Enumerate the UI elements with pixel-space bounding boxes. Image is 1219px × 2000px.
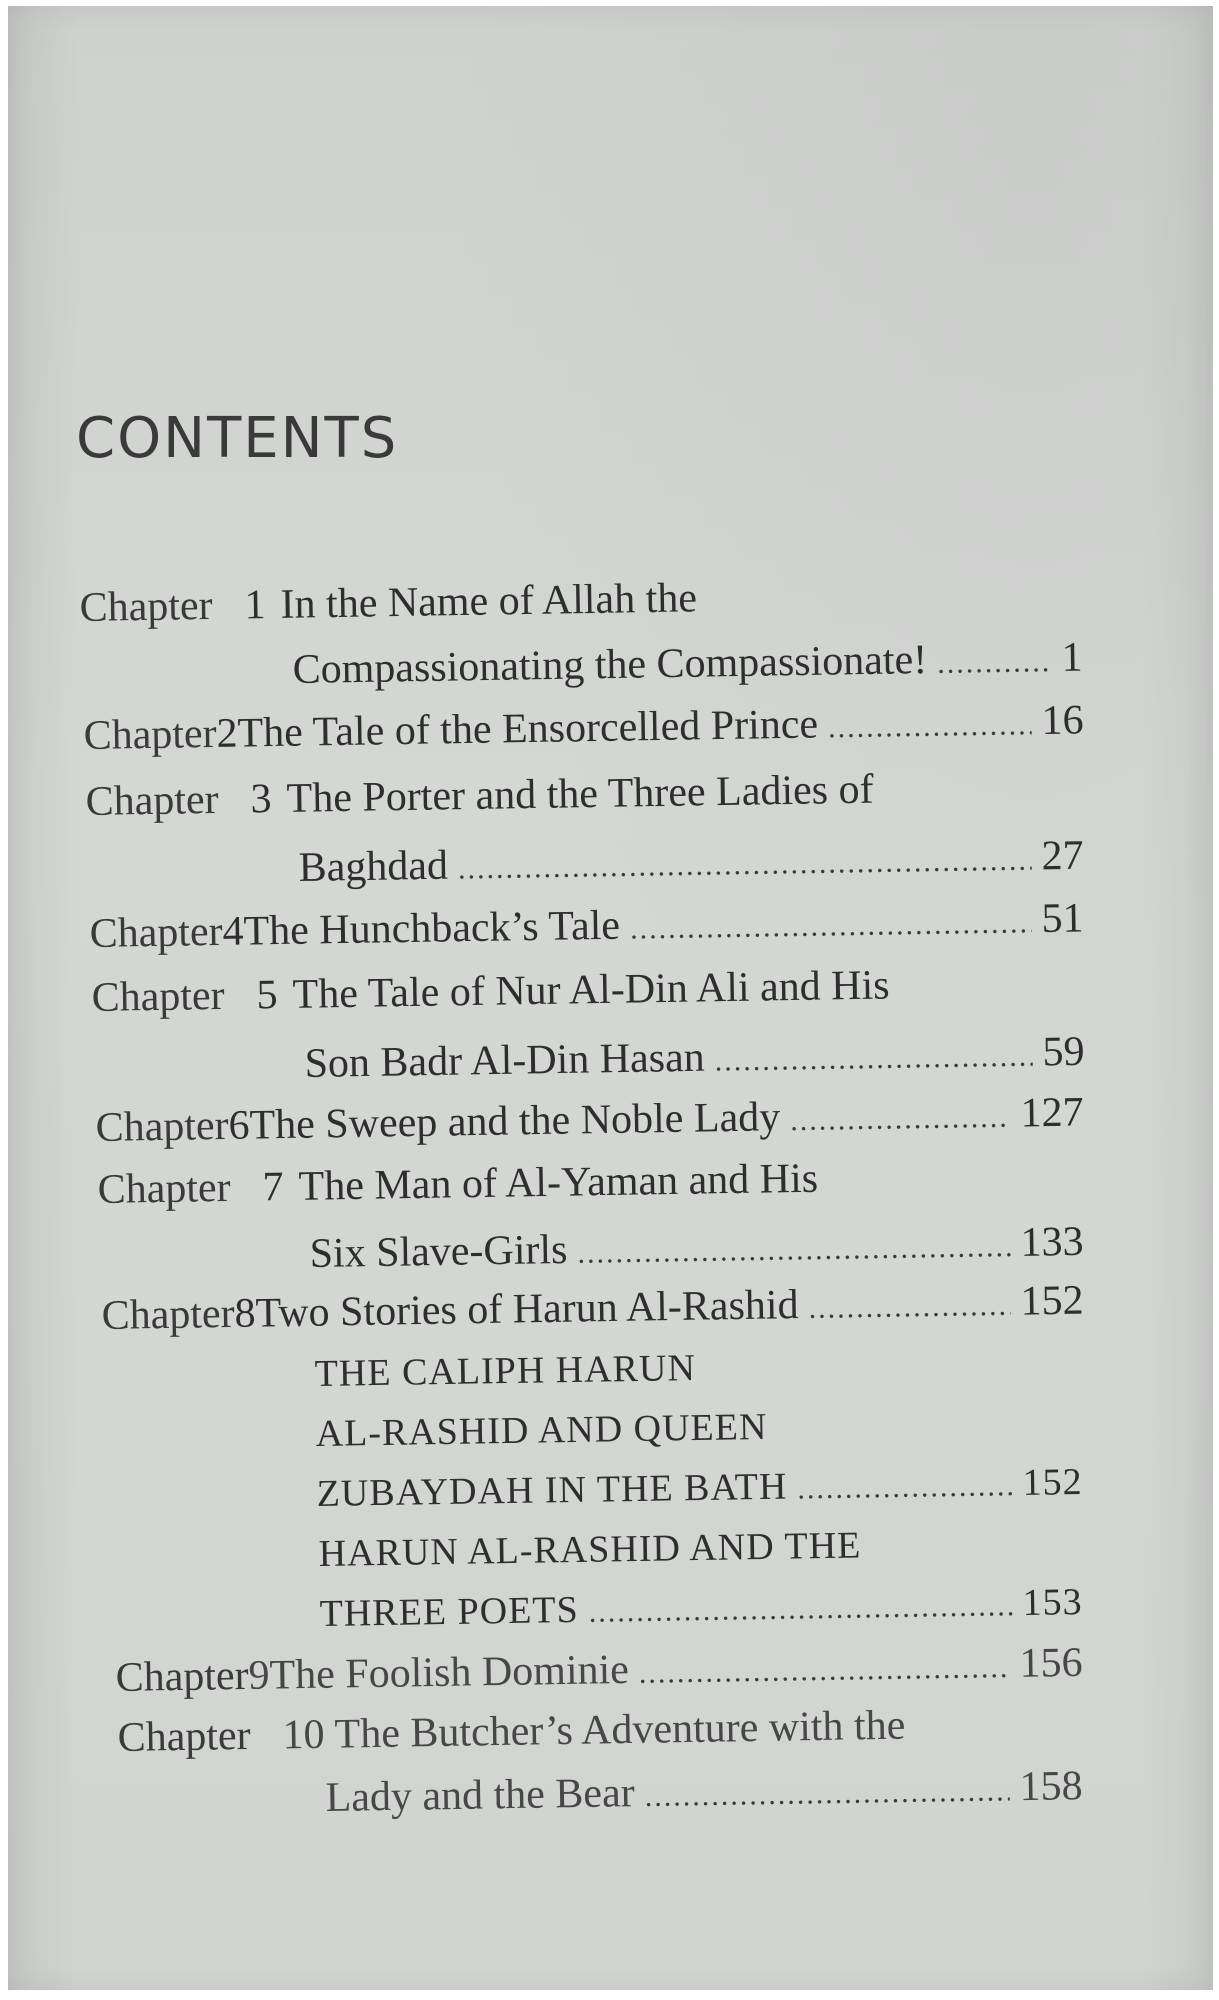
dot-leader [630, 906, 1032, 946]
toc-entry-4 [89, 894, 1084, 958]
chapter-label: Chapter [89, 908, 223, 958]
chapter-label: Chapter [115, 1652, 249, 1702]
toc-entry-10-line-1 [117, 1702, 905, 1762]
dot-leader [588, 1589, 1012, 1630]
dot-leader [797, 1469, 1013, 1506]
toc-entry-7-line-1 [97, 1155, 818, 1214]
chapter-number: 7 [262, 1164, 284, 1211]
page-number: 16 [1041, 697, 1084, 744]
chapter-number: 10 [282, 1711, 325, 1759]
chapter-title-continued: Six Slave-Girls [309, 1226, 568, 1278]
substory-title-continued: THREE POETS [319, 1588, 580, 1636]
page-number: 152 [1020, 1277, 1084, 1325]
chapter-title: The Porter and the Three Ladies of [286, 766, 874, 822]
substory-2-line-1 [318, 1523, 861, 1576]
chapter-title: The Man of Al-Yaman and His [298, 1155, 819, 1210]
toc-entry-1-line-1 [79, 574, 697, 632]
chapter-label: Chapter [101, 1290, 235, 1340]
dot-leader [937, 645, 1052, 681]
chapter-title-continued: Baghdad [298, 842, 449, 892]
table-of-contents [8, 6, 1213, 1990]
chapter-label: Chapter [79, 582, 213, 632]
chapter-label: Chapter [85, 776, 219, 826]
substory-1-line-1 [314, 1346, 696, 1396]
chapter-title: The Hunchback’s Tale [243, 902, 621, 955]
chapter-title: The Tale of the Ensorcelled Prince [237, 701, 819, 757]
toc-entry-2 [83, 696, 1084, 760]
toc-entry-10-line-2 [325, 1762, 1083, 1822]
page-number: 59 [1042, 1028, 1085, 1076]
page-number: 152 [1022, 1460, 1083, 1504]
chapter-label: Chapter [117, 1712, 251, 1762]
substory-1-line-2 [315, 1405, 767, 1456]
chapter-title-continued: Lady and the Bear [325, 1770, 635, 1822]
show-through-text: ​ [707, 76, 709, 122]
chapter-label: Chapter [97, 1164, 231, 1214]
toc-entry-5-line-1 [91, 961, 890, 1022]
chapter-title: The Tale of Nur Al-Din Ali and His [292, 962, 890, 1018]
page-number: 1 [1061, 634, 1083, 681]
dot-leader [808, 1289, 1011, 1326]
chapter-title: Two Stories of Harun Al-Rashid [255, 1282, 799, 1337]
chapter-label: Chapter [91, 972, 225, 1022]
page-number: 51 [1041, 895, 1084, 943]
page-number: 156 [1019, 1639, 1083, 1687]
chapter-label: Chapter [83, 710, 217, 760]
dot-leader [715, 1040, 1033, 1079]
chapter-title: In the Name of Allah the [280, 575, 698, 628]
toc-entry-5-line-2 [304, 1028, 1085, 1088]
page-number: 133 [1020, 1218, 1084, 1266]
toc-entry-1-line-2 [292, 634, 1083, 694]
page-number: 153 [1022, 1581, 1083, 1624]
chapter-number: 4 [222, 908, 244, 955]
page-number: 127 [1020, 1089, 1084, 1137]
toc-entry-8 [101, 1277, 1084, 1340]
chapter-number: 6 [228, 1102, 250, 1149]
dot-leader [458, 843, 1032, 886]
chapter-title: The Butcher’s Adventure with the [334, 1702, 906, 1758]
dot-leader [577, 1230, 1011, 1271]
substory-title-continued: ZUBAYDAH IN THE BATH [316, 1465, 788, 1516]
page-number: 27 [1041, 832, 1084, 880]
chapter-number: 8 [234, 1290, 256, 1337]
chapter-number: 2 [216, 710, 238, 757]
chapter-title-continued: Son Badr Al-Din Hasan [304, 1034, 706, 1088]
toc-entry-6 [95, 1088, 1084, 1152]
chapter-title: The Sweep and the Noble Lady [249, 1094, 781, 1149]
toc-entry-7-line-2 [309, 1218, 1084, 1278]
chapter-number: 3 [250, 776, 272, 823]
page-number: 158 [1019, 1763, 1083, 1811]
substory-1-line-3 [316, 1460, 1083, 1516]
chapter-number: 5 [256, 972, 278, 1019]
chapter-number: 1 [244, 582, 266, 629]
substory-2-line-2 [319, 1580, 1083, 1636]
dot-leader [644, 1774, 1009, 1814]
substory-title: THE CALIPH HARUN [314, 1347, 697, 1396]
toc-entry-3-line-2 [298, 832, 1084, 892]
substory-title: HARUN AL-RASHID AND THE [318, 1524, 862, 1576]
chapter-number: 9 [248, 1652, 270, 1699]
substory-title-continued: AL-RASHID AND QUEEN [315, 1405, 768, 1456]
page-title: CONTENTS [76, 406, 399, 471]
dot-leader [790, 1101, 1011, 1138]
toc-entry-3-line-1 [85, 766, 874, 826]
book-page [8, 6, 1213, 1990]
chapter-label: Chapter [95, 1102, 229, 1152]
chapter-title-continued: Compassionating the Compassionate! [292, 637, 928, 694]
dot-leader [639, 1651, 1010, 1691]
toc-entry-9 [115, 1639, 1083, 1702]
chapter-title: The Foolish Dominie [269, 1646, 630, 1699]
dot-leader [828, 708, 1032, 745]
